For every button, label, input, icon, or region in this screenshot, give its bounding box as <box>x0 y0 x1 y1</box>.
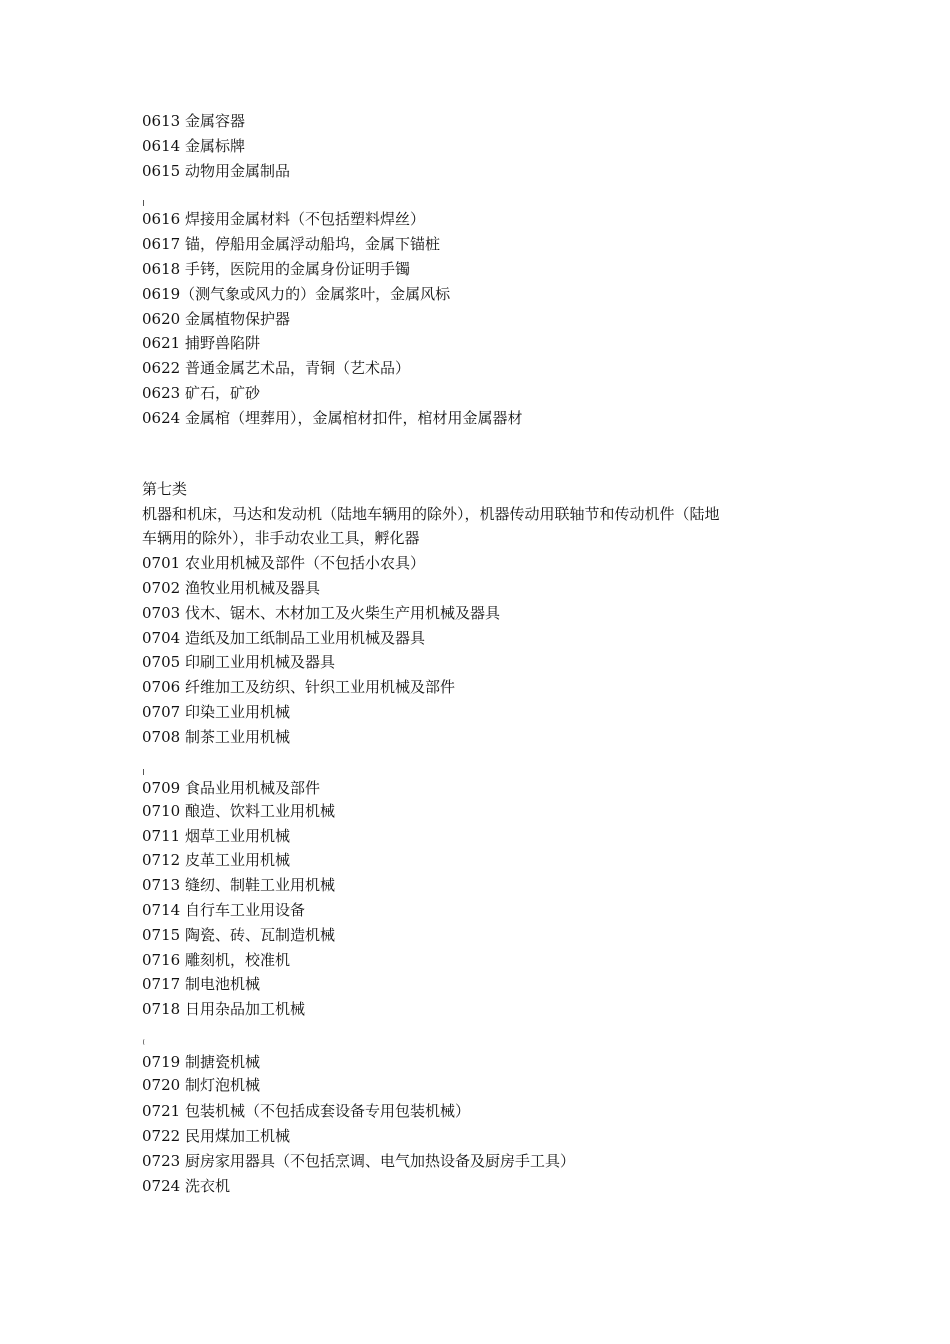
entry-0709: 0709 食品业用机械及部件 <box>142 779 320 797</box>
section-description-line-2: 车辆用的除外），非手动农业工具，孵化器 <box>142 529 420 547</box>
entry-0712: 0712 皮革工业用机械 <box>142 851 290 869</box>
entry-0619: 0619（测气象或风力的）金属浆叶，金属风标 <box>142 285 451 303</box>
entry-0713: 0713 缝纫、制鞋工业用机械 <box>142 876 335 894</box>
page-break-mark <box>143 1039 146 1045</box>
entry-0724: 0724 洗衣机 <box>142 1177 230 1195</box>
entry-0722: 0722 民用煤加工机械 <box>142 1127 290 1145</box>
entry-0616: 0616 焊接用金属材料（不包括塑料焊丝） <box>142 210 425 228</box>
entry-0717: 0717 制电池机械 <box>142 975 260 993</box>
entry-0621: 0621 捕野兽陷阱 <box>142 334 260 352</box>
entry-0618: 0618 手铐，医院用的金属身份证明手镯 <box>142 260 410 278</box>
entry-0615: 0615 动物用金属制品 <box>142 162 290 180</box>
entry-0613: 0613 金属容器 <box>142 112 245 130</box>
entry-0614: 0614 金属标牌 <box>142 137 245 155</box>
entry-0623: 0623 矿石，矿砂 <box>142 384 260 402</box>
entry-0710: 0710 酿造、饮料工业用机械 <box>142 802 335 820</box>
entry-0720: 0720 制灯泡机械 <box>142 1076 260 1094</box>
entry-0622: 0622 普通金属艺术品，青铜（艺术品） <box>142 359 410 377</box>
entry-0716: 0716 雕刻机，校准机 <box>142 951 290 969</box>
entry-0721: 0721 包装机械（不包括成套设备专用包装机械） <box>142 1102 470 1120</box>
entry-0718: 0718 日用杂品加工机械 <box>142 1000 305 1018</box>
entry-0708: 0708 制茶工业用机械 <box>142 728 290 746</box>
entry-0715: 0715 陶瓷、砖、瓦制造机械 <box>142 926 335 944</box>
entry-0711: 0711 烟草工业用机械 <box>142 827 290 845</box>
entry-0617: 0617 锚，停船用金属浮动船坞，金属下锚桩 <box>142 235 440 253</box>
page-break-mark <box>143 769 144 775</box>
page-break-mark <box>143 200 144 206</box>
entry-0705: 0705 印刷工业用机械及器具 <box>142 653 335 671</box>
entry-0701: 0701 农业用机械及部件（不包括小农具） <box>142 554 425 572</box>
entry-0707: 0707 印染工业用机械 <box>142 703 290 721</box>
entry-0702: 0702 渔牧业用机械及器具 <box>142 579 320 597</box>
entry-0620: 0620 金属植物保护器 <box>142 310 290 328</box>
entry-0706: 0706 纤维加工及纺织、针织工业用机械及部件 <box>142 678 455 696</box>
entry-0624: 0624 金属棺（埋葬用），金属棺材扣件，棺材用金属器材 <box>142 409 523 427</box>
section-title-class-7: 第七类 <box>142 480 188 498</box>
entry-0723: 0723 厨房家用器具（不包括烹调、电气加热设备及厨房手工具） <box>142 1152 575 1170</box>
entry-0703: 0703 伐木、锯木、木材加工及火柴生产用机械及器具 <box>142 604 500 622</box>
entry-0719: 0719 制搪瓷机械 <box>142 1053 260 1071</box>
entry-0714: 0714 自行车工业用设备 <box>142 901 305 919</box>
entry-0704: 0704 造纸及加工纸制品工业用机械及器具 <box>142 629 425 647</box>
section-description-line-1: 机器和机床，马达和发动机（陆地车辆用的除外），机器传动用联轴节和传动机件（陆地 <box>142 505 720 523</box>
